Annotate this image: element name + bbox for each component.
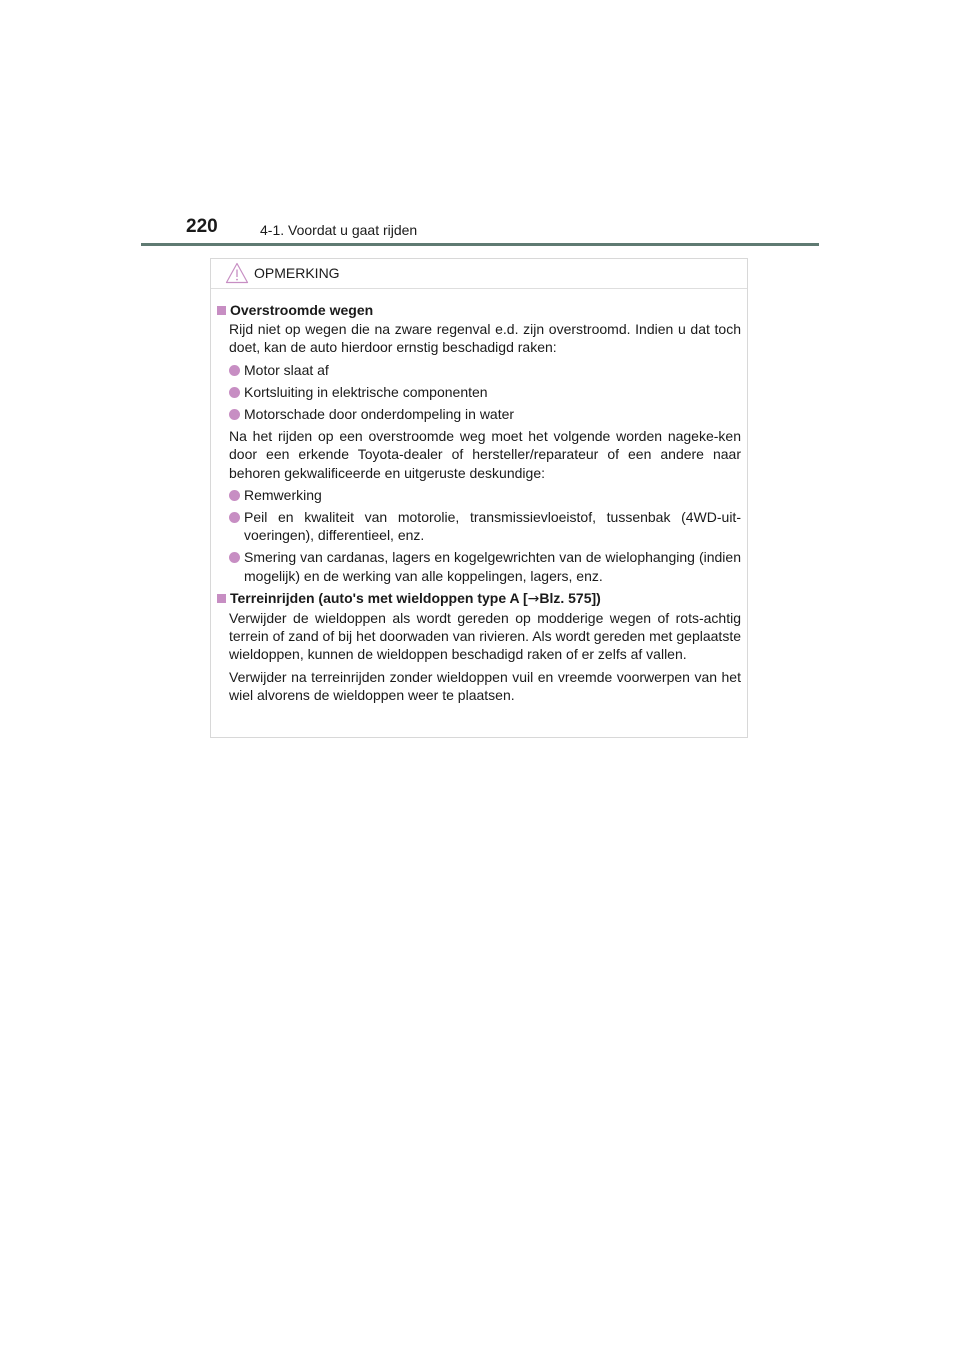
list-item: Kortsluiting in elektrische componenten [229, 383, 741, 401]
bullet-list [229, 486, 741, 585]
paragraph: Rijd niet op wegen die na zware regenval e.d. zijn overstroomd. Indien u dat toch doet, kan de auto hierdoor ernstig beschadigd raken: [229, 321, 741, 356]
notice-header [211, 259, 747, 289]
list-item: Peil en kwaliteit van motorolie, transmissievloeistof, tussenbak (4WD-uit-voeringen), differentieel, enz. [229, 508, 741, 544]
heading-text: Terreinrijden (auto's met wieldoppen type A [ [230, 589, 528, 606]
arrow-right-icon: → [527, 590, 540, 607]
section-heading-flooded-roads [217, 301, 741, 319]
square-bullet-icon [217, 594, 226, 603]
round-bullet-icon [229, 365, 240, 376]
paragraph: Verwijder na terreinrijden zonder wieldoppen vuil en vreemde voorwerpen van het wiel alvorens de wieldoppen weer te plaatsen. [229, 668, 741, 703]
page-number: 220 [186, 216, 218, 237]
round-bullet-icon [229, 512, 240, 523]
list-item: Motorschade door onderdompeling in water [229, 405, 741, 423]
list-item: Motor slaat af [229, 361, 741, 379]
page-reference[interactable]: Blz. 575]) [539, 589, 601, 606]
section-heading-off-road [217, 589, 741, 608]
square-bullet-icon [217, 306, 226, 315]
round-bullet-icon [229, 409, 240, 420]
list-item: Remwerking [229, 486, 741, 504]
notice-box [210, 258, 748, 738]
list-item: Smering van cardanas, lagers en kogelgewrichten van de wielophanging (indien mogelijk) en de werking van alle koppelingen, lagers, enz. [229, 548, 741, 584]
header-rule [141, 243, 819, 246]
round-bullet-icon [229, 490, 240, 501]
paragraph: Na het rijden op een overstroomde weg moet het volgende worden nageke-ken door een erkende Toyota-dealer of hersteller/reparateur of een andere naar behoren gekwalificeerde en uitgeruste deskundige: [229, 428, 741, 481]
bullet-list [229, 361, 741, 424]
round-bullet-icon [229, 387, 240, 398]
heading-text: Overstroomde wegen [230, 302, 374, 318]
section-title: 4-1. Voordat u gaat rijden [260, 222, 418, 238]
warning-triangle-icon [225, 262, 249, 284]
paragraph: Verwijder de wieldoppen als wordt gereden op modderige wegen of rots-achtig terrein of zand of bij het doorwaden van rivieren. Als wordt gereden met geplaatste wieldoppen, kunnen de wieldoppen beschadigd raken of er zelfs af vallen. [229, 610, 741, 663]
round-bullet-icon [229, 552, 240, 563]
notice-title: OPMERKING [254, 265, 340, 281]
page-header [186, 216, 826, 240]
notice-body [211, 289, 747, 704]
